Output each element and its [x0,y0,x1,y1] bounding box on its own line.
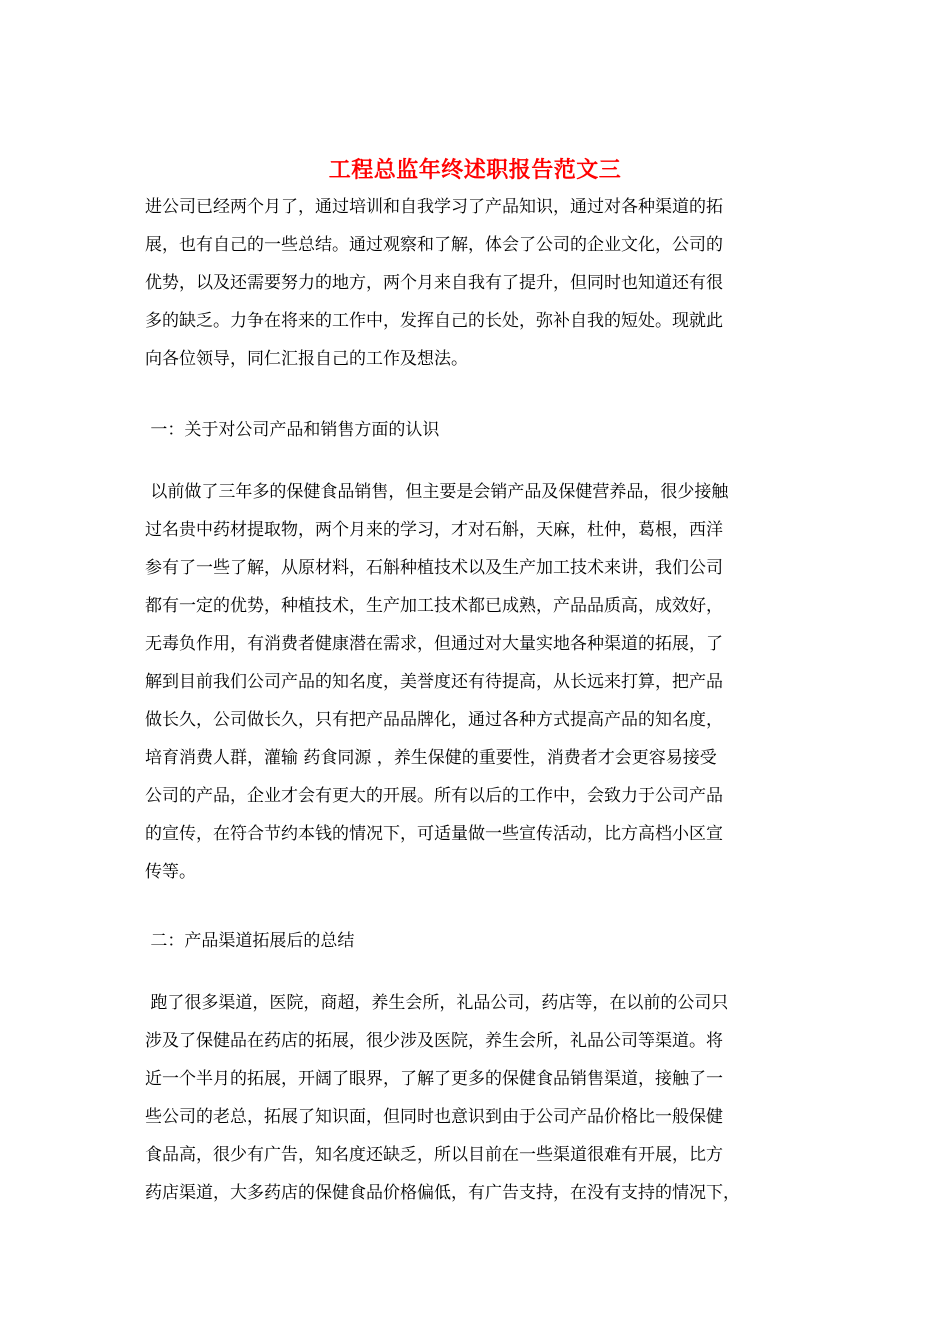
paragraph-line: 解到目前我们公司产品的知名度，美誉度还有待提高，从长远来打算，把产品 [145,672,723,692]
paragraph-line: 过名贵中药材提取物，两个月来的学习，才对石斛，天麻，杜仲，葛根，西洋 [145,520,723,540]
paragraph-line: 做长久，公司做长久，只有把产品品牌化，通过各种方式提高产品的知名度， [145,710,723,730]
paragraph-line: 培育消费人群，灌输 药食同源 ，养生保健的重要性，消费者才会更容易接受 [145,748,717,768]
paragraph-line: 跑了很多渠道，医院，商超，养生会所，礼品公司，药店等，在以前的公司只 [145,993,729,1013]
paragraph-line: 向各位领导，同仁汇报自己的工作及想法。 [145,349,468,369]
paragraph-line: 都有一定的优势，种植技术，生产加工技术都已成熟，产品品质高，成效好， [145,596,723,616]
paragraph-line: 优势，以及还需要努力的地方，两个月来自我有了提升，但同时也知道还有很 [145,273,723,293]
paragraph-line: 食品高，很少有广告，知名度还缺乏，所以目前在一些渠道很难有开展，比方 [145,1145,723,1165]
page-title: 工程总监年终述职报告范文三 [328,157,622,183]
paragraph-section-2 [145,984,815,1212]
paragraph-line: 些公司的老总，拓展了知识面，但同时也意识到由于公司产品价格比一般保健 [145,1107,723,1127]
paragraph-section-1 [145,473,815,891]
paragraph-line: 药店渠道，大多药店的保健食品价格偏低，有广告支持，在没有支持的情况下， [145,1183,740,1203]
section-heading-text: 一：关于对公司产品和销售方面的认识 [145,420,440,440]
section-heading-1 [145,411,815,449]
paragraph-line: 无毒负作用，有消费者健康潜在需求，但通过对大量实地各种渠道的拓展，了 [145,634,723,654]
paragraph-line: 近一个半月的拓展，开阔了眼界，了解了更多的保健食品销售渠道，接触了一 [145,1069,723,1089]
paragraph-line: 进公司已经两个月了，通过培训和自我学习了产品知识，通过对各种渠道的拓 [145,197,723,217]
paragraph-line: 传等。 [145,862,196,882]
paragraph-line: 以前做了三年多的保健食品销售，但主要是会销产品及保健营养品，很少接触 [145,482,729,502]
paragraph-intro [145,188,815,378]
paragraph-line: 多的缺乏。力争在将来的工作中，发挥自己的长处，弥补自我的短处。现就此 [145,311,723,331]
section-heading-text: 二：产品渠道拓展后的总结 [145,931,355,951]
paragraph-line: 的宣传，在符合节约本钱的情况下，可适量做一些宣传活动，比方高档小区宣 [145,824,723,844]
paragraph-line: 涉及了保健品在药店的拓展，很少涉及医院，养生会所，礼品公司等渠道。将 [145,1031,723,1051]
section-heading-2 [145,922,815,960]
paragraph-line: 展，也有自己的一些总结。通过观察和了解，体会了公司的企业文化，公司的 [145,235,723,255]
paragraph-line: 公司的产品，企业才会有更大的开展。所有以后的工作中，会致力于公司产品 [145,786,723,806]
paragraph-line: 参有了一些了解，从原材料，石斛种植技术以及生产加工技术来讲，我们公司 [145,558,723,578]
